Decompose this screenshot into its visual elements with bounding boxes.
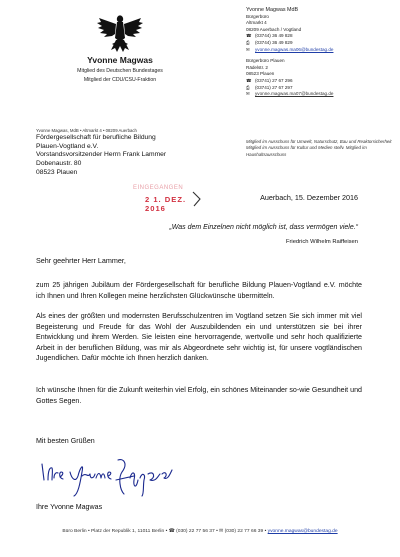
phone-icon: ☎ bbox=[246, 33, 252, 39]
role-line: Mitglied der CDU/CSU-Fraktion bbox=[83, 76, 157, 83]
fax-icon: ⎙ bbox=[246, 39, 250, 45]
office-street: Altmarkt 4 bbox=[246, 20, 267, 26]
office-block-plauen bbox=[246, 58, 396, 98]
office-fax: (03741) 27 67 297 bbox=[255, 84, 293, 90]
sender-name: Yvonne Magwas bbox=[87, 55, 153, 65]
office-city: 08523 Plauen bbox=[246, 71, 275, 77]
office-phone: (03741) 27 67 296 bbox=[255, 77, 293, 83]
office-phone: (03744) 36 49 828 bbox=[255, 33, 293, 39]
quote-author: Friedrich Wilhelm Raiffeisen bbox=[285, 239, 358, 245]
salutation: Sehr geehrter Herr Lammer, bbox=[36, 256, 126, 265]
recipient-line: 08523 Plauen bbox=[36, 168, 78, 176]
body-paragraph: Als eines der größten und modernsten Berufsschulzentren im Vogtland setzen Sie sich immer mit viel Begeisterung und Freude für das Wohl der Auszubildenden ein und unterstützen sie bei ihrer Entwicklung und ihrem Werden. Sie leisten eine hervorragende, wertvolle und sehr hoch qualifizierte Arbeit in der beruflichen Bildung, was mir als Abgeordnete sehr wichtig ist, für unsere vogtländischen Jugendlichen. Dafür möchte ich Ihnen herzlich danken. bbox=[36, 312, 362, 363]
bundesadler-logo bbox=[95, 12, 145, 56]
recipient-line: Fördergesellschaft für berufliche Bildung bbox=[36, 134, 156, 141]
stamp-date: 2 1. DEZ. 2016 bbox=[145, 195, 187, 213]
office-city: 08209 Auerbach / Vogtland bbox=[246, 26, 302, 32]
sender-roles bbox=[0, 67, 240, 85]
received-stamp bbox=[131, 184, 203, 211]
email-icon: ✉ bbox=[246, 46, 250, 52]
office-email-link[interactable]: yvonne.magwas.ma06@bundestag.de bbox=[255, 46, 334, 52]
phone-icon: ☎ bbox=[246, 77, 252, 83]
email-icon: ✉ bbox=[246, 91, 250, 97]
committee-memberships: Mitglied im Ausschuss für Umwelt, Naturschutz, Bau und Reaktorsicherheit Mitglied im Ausschuss für Kultur und Medien stellv. Mitglied im Haushaltsausschuss bbox=[246, 139, 392, 157]
fax-icon: ⎙ bbox=[246, 84, 250, 90]
signer-name: Ihre Yvonne Magwas bbox=[36, 503, 103, 511]
handwritten-signature bbox=[38, 450, 188, 500]
recipient-address bbox=[36, 134, 236, 178]
closing: Mit besten Grüßen bbox=[36, 437, 95, 445]
office-name: Yvonne Magwas MdB bbox=[246, 7, 299, 13]
office-contact-column bbox=[246, 7, 396, 103]
office-street: Rädelstr. 2 bbox=[246, 64, 268, 70]
office-fax: (03744) 36 49 829 bbox=[255, 39, 293, 45]
stamp-label: EINGEGANGEN bbox=[133, 185, 184, 191]
office-block-auerbach bbox=[246, 7, 396, 53]
office-email-link[interactable]: yvonne.magwas.ma07@bundestag.de bbox=[255, 91, 334, 97]
motto-quote: „Was dem Einzelnen nicht möglich ist, dass vermögen viele.“ bbox=[169, 224, 358, 231]
recipient-line: Dobenaustr. 80 bbox=[36, 160, 82, 168]
recipient-line: Vorstandsvorsitzender Herrn Frank Lammer bbox=[36, 151, 167, 159]
return-address-line: Yvonne Magwas, MdB • Altmarkt 4 • 08209 Auerbach bbox=[36, 128, 137, 133]
stamp-checkmark bbox=[191, 190, 203, 208]
footer-address: Büro Berlin • Platz der Republik 1, 11011 Berlin • ☎ (030) 22 77 56 37 • ✉ (030) 22 77 66 39 • bbox=[62, 529, 268, 534]
letter-date: Auerbach, 15. Dezember 2016 bbox=[260, 193, 358, 202]
footer-email-link[interactable]: yvonne.magwas@bundestag.de bbox=[267, 529, 338, 534]
recipient-line: Plauen-Vogtland e.V. bbox=[36, 142, 99, 150]
body-paragraph: zum 25 jährigen Jubiläum der Fördergesellschaft für berufliche Bildung Plauen-Vogtland e.V. möchte ich Ihnen und Ihren Kollegen meine herzlichsten Glückwünsche übermitteln. bbox=[36, 281, 362, 300]
office-title: Bürgerbüro Plauen bbox=[246, 58, 285, 64]
footer bbox=[0, 528, 400, 534]
office-title: Bürgerbüro bbox=[246, 13, 269, 19]
body-paragraph: Ich wünsche Ihnen für die Zukunft weiterhin viel Erfolg, ein schönes Miteinander so-wie Gesundheit und Gottes Segen. bbox=[36, 386, 362, 405]
role-line: Mitglied des Deutschen Bundestages bbox=[77, 68, 163, 74]
